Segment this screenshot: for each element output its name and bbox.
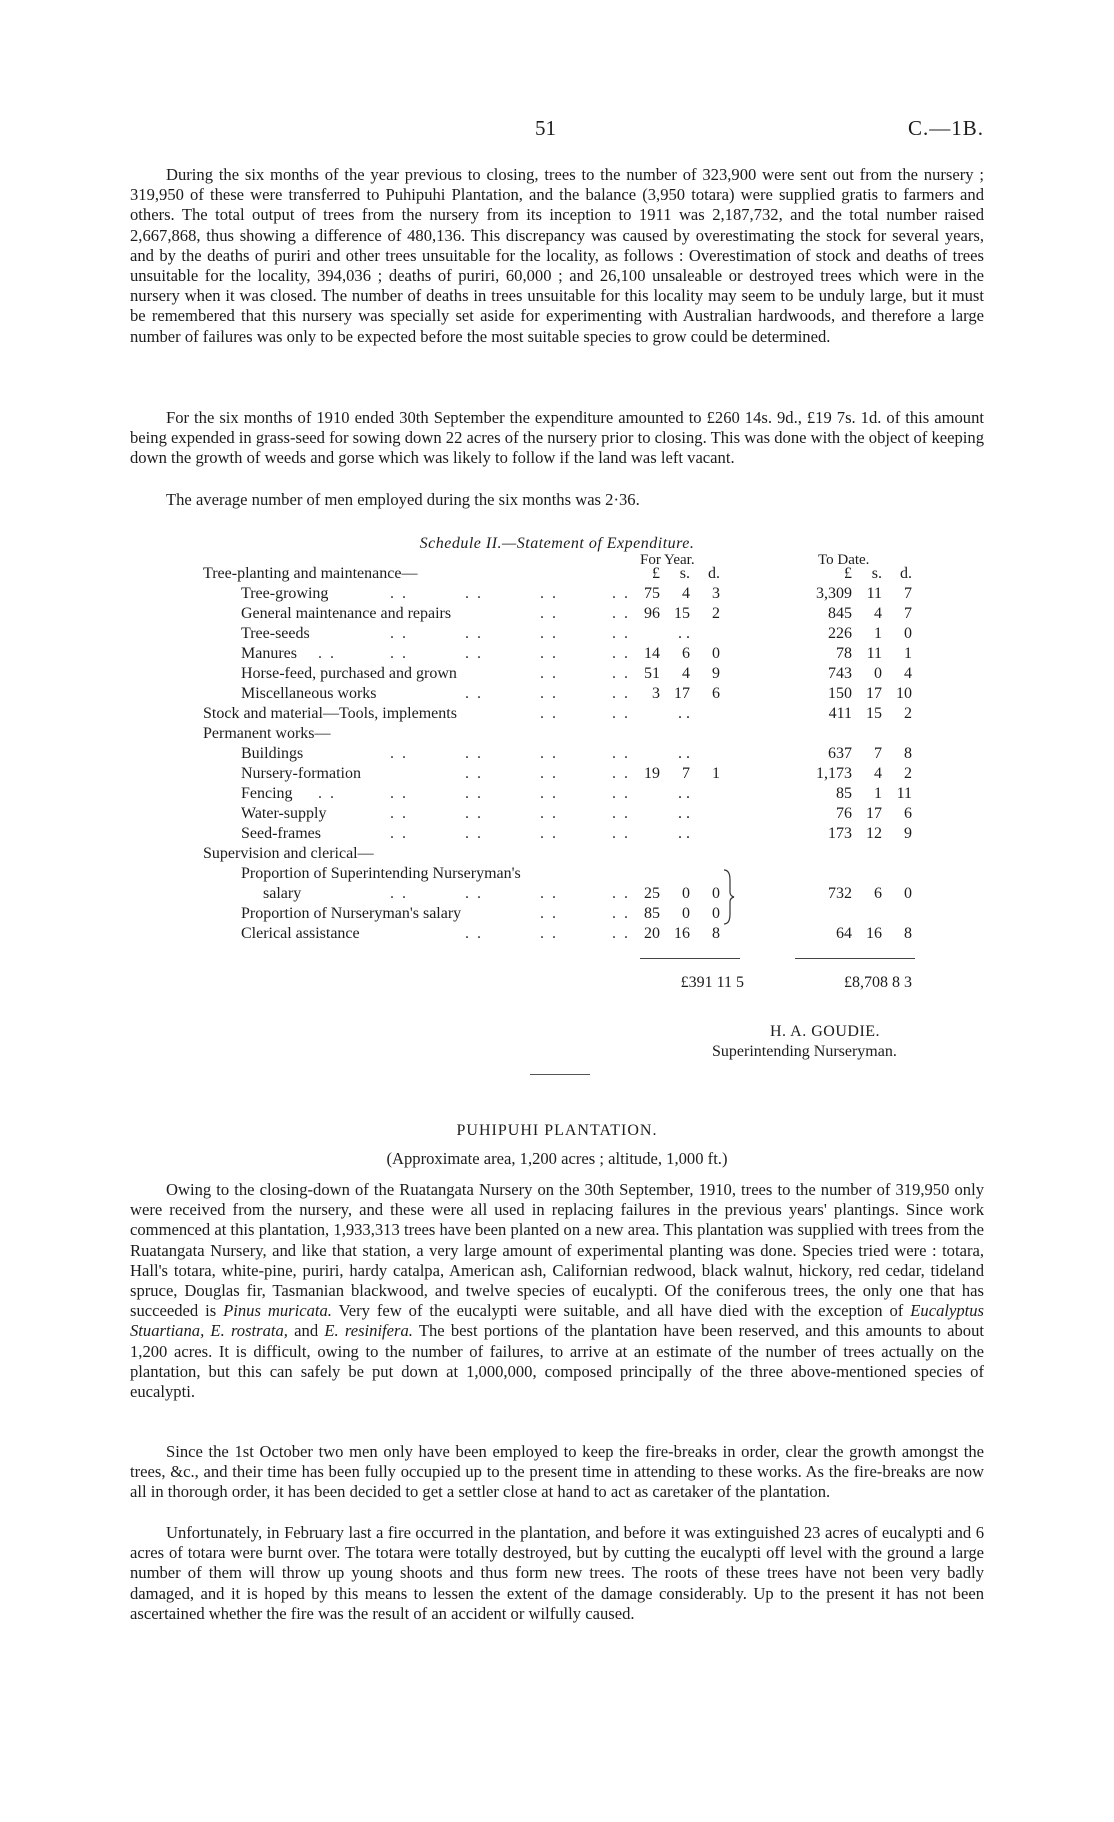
leader-dots: . .	[612, 765, 630, 782]
leader-dots: . .	[390, 785, 408, 802]
leader-dots: . .	[540, 825, 558, 842]
td-shillings: 17	[866, 685, 882, 702]
text-run: Owing to the closing-down of the Ruatangata Nursery on the 30th September, 1910, trees to the number of 319,950 only were received from the nursery, and these were all used in replacing failures in the previous years' plantings. Since work commenced at this plantation, 1,933,313 trees have been planted on a new area. This plantation was supplied with trees from the Ruatangata Nursery, and like that station, a very large amount of experimental planting was done. Species tried were : totara, Hall's totara, white-pine, puriri, hardy catalpa, American ash, Californian redwood, black walnut, hickory, red cedar, tideland spruce, Douglas fir, Tasmanian blackwood, and twelve species of eucalypti. Of the coniferous trees, the only one that has succeeded is	[130, 1180, 984, 1321]
td-pence: 7	[904, 585, 912, 602]
table-row	[0, 825, 1114, 845]
leader-dots: . .	[612, 625, 630, 642]
fy-pence: 0	[712, 905, 720, 922]
td-shillings: 17	[866, 805, 882, 822]
td-pounds: 732	[828, 885, 852, 902]
leader-dots: . .	[612, 805, 630, 822]
row-label: Fencing	[241, 785, 293, 802]
td-unit-pounds: £	[844, 565, 852, 582]
col-header-to-date: To Date.	[818, 552, 870, 568]
row-label: Buildings	[241, 745, 304, 762]
page-header	[0, 116, 1114, 146]
fy-pence: 6	[712, 685, 720, 702]
leader-dots: . .	[465, 645, 483, 662]
fy-pence: 2	[712, 605, 720, 622]
table-row	[0, 785, 1114, 805]
td-pence: 7	[904, 605, 912, 622]
leader-dots: . .	[390, 585, 408, 602]
fy-empty: . .	[678, 805, 690, 822]
table-row	[0, 905, 1114, 925]
leader-dots: . .	[465, 685, 483, 702]
table-row	[0, 645, 1114, 665]
table-row	[0, 705, 1114, 725]
fy-pounds: 19	[644, 765, 660, 782]
table-row	[0, 765, 1114, 785]
fy-pence: 9	[712, 665, 720, 682]
row-label: Nursery-formation	[241, 765, 361, 782]
table-row	[0, 685, 1114, 705]
leader-dots: . .	[540, 765, 558, 782]
td-pounds: 78	[836, 645, 852, 662]
leader-dots: . .	[390, 645, 408, 662]
fy-shillings: 4	[682, 665, 690, 682]
td-pounds: 743	[828, 665, 852, 682]
fy-empty: . .	[678, 705, 690, 722]
fy-empty: . .	[678, 745, 690, 762]
fy-pounds: 51	[644, 665, 660, 682]
fy-pounds: 25	[644, 885, 660, 902]
td-shillings: 1	[874, 785, 882, 802]
leader-dots: . .	[465, 585, 483, 602]
fy-shillings: 4	[682, 585, 690, 602]
leader-dots: . .	[390, 825, 408, 842]
leader-dots: . .	[612, 745, 630, 762]
row-label: Proportion of Nurseryman's salary	[241, 905, 462, 922]
signature-name: H. A. GOUDIE.	[770, 1023, 881, 1040]
td-pence: 8	[904, 745, 912, 762]
row-label: Tree-planting and maintenance—	[203, 565, 418, 582]
td-shillings: 11	[866, 585, 882, 602]
fy-empty: . .	[678, 825, 690, 842]
row-label: Tree-growing	[241, 585, 329, 602]
section-title: PUHIPUHI PLANTATION.	[456, 1122, 658, 1139]
leader-dots: . .	[612, 645, 630, 662]
table-row	[0, 805, 1114, 825]
leader-dots: . .	[318, 785, 336, 802]
leader-dots: . .	[465, 805, 483, 822]
table-row	[0, 665, 1114, 685]
td-shillings: 16	[866, 925, 882, 942]
row-label: Manures	[241, 645, 297, 662]
td-pence: 11	[896, 785, 912, 802]
td-shillings: 7	[874, 745, 882, 762]
leader-dots: . .	[540, 665, 558, 682]
leader-dots: . .	[540, 705, 558, 722]
row-label: salary	[263, 885, 302, 902]
fy-unit-shillings: s.	[679, 565, 690, 582]
intro-paragraph-2: For the six months of 1910 ended 30th September the expenditure amounted to £260 14s. 9d., £19 7s. 1d. of this amount being expended in grass-seed for sowing down 22 acres of the nursery prior to closing. This was done with the object of keeping down the growth of weeds and gorse which was likely to follow if the land was left vacant.	[130, 408, 984, 468]
td-shillings: 11	[866, 645, 882, 662]
td-shillings: 4	[874, 605, 882, 622]
leader-dots: . .	[540, 905, 558, 922]
fy-pounds: 75	[644, 585, 660, 602]
table-row	[0, 605, 1114, 625]
td-pounds: 411	[828, 705, 852, 722]
td-pounds: 226	[828, 625, 852, 642]
intro-paragraph-3: The average number of men employed during the six months was 2·36.	[166, 490, 640, 509]
td-unit-pence: d.	[900, 565, 912, 582]
td-pounds: 1,173	[816, 765, 852, 782]
fy-shillings: 6	[682, 645, 690, 662]
td-pence: 2	[904, 765, 912, 782]
td-shillings: 0	[874, 665, 882, 682]
leader-dots: . .	[390, 805, 408, 822]
td-pounds: 85	[836, 785, 852, 802]
td-pence: 4	[904, 665, 912, 682]
table-row	[0, 745, 1114, 765]
page-number: 51	[535, 116, 556, 140]
leader-dots: . .	[540, 645, 558, 662]
leader-dots: . .	[465, 785, 483, 802]
row-label: Stock and material—Tools, implements	[203, 705, 457, 722]
td-pence: 10	[896, 685, 912, 702]
fy-shillings: 17	[674, 685, 690, 702]
leader-dots: . .	[390, 885, 408, 902]
table-row	[0, 565, 1114, 585]
fy-shillings: 16	[674, 925, 690, 942]
leader-dots: . .	[465, 745, 483, 762]
td-pence: 9	[904, 825, 912, 842]
fy-pounds: 96	[644, 605, 660, 622]
td-pence: 8	[904, 925, 912, 942]
row-label: Miscellaneous works	[241, 685, 377, 702]
brace-bracket	[722, 868, 736, 926]
leader-dots: . .	[540, 625, 558, 642]
species-name: Eucalyptus Stuartiana, E. rostrata,	[130, 1301, 985, 1341]
fy-pounds: 20	[644, 925, 660, 942]
row-label: Tree-seeds	[241, 625, 310, 642]
td-pence: 1	[904, 645, 912, 662]
row-label: Seed-frames	[241, 825, 321, 842]
fy-pounds: 85	[644, 905, 660, 922]
leader-dots: . .	[465, 885, 483, 902]
schedule-title: Schedule II.—Statement of Expenditure.	[419, 535, 695, 552]
plantation-paragraph-2: Since the 1st October two men only have been employed to keep the fire-breaks in order, clear the growth amongst the trees, &c., and their time has been fully occupied up to the present time in attending to these works. As the fire-breaks are now all in thorough order, it has been decided to get a settler close at hand to act as caretaker of the plantation.	[130, 1442, 984, 1502]
leader-dots: . .	[612, 885, 630, 902]
td-shillings: 15	[866, 705, 882, 722]
leader-dots: . .	[612, 685, 630, 702]
species-name: E. resinifera.	[324, 1321, 413, 1341]
leader-dots: . .	[540, 585, 558, 602]
fy-pence: 0	[712, 645, 720, 662]
td-pence: 2	[904, 705, 912, 722]
td-unit-shillings: s.	[871, 565, 882, 582]
fy-unit-pounds: £	[652, 565, 660, 582]
td-pence: 0	[904, 625, 912, 642]
table-row	[0, 845, 1114, 865]
fy-shillings: 7	[682, 765, 690, 782]
leader-dots: . .	[540, 805, 558, 822]
fy-shillings: 0	[682, 905, 690, 922]
leader-dots: . .	[612, 705, 630, 722]
td-pounds: 3,309	[816, 585, 852, 602]
td-pounds: 845	[828, 605, 852, 622]
total-row	[0, 974, 1114, 994]
fy-shillings: 15	[674, 605, 690, 622]
text-run: and	[287, 1321, 325, 1341]
table-row	[0, 925, 1114, 945]
row-label: General maintenance and repairs	[241, 605, 452, 622]
td-shillings: 4	[874, 765, 882, 782]
plantation-paragraph-1	[130, 1180, 984, 1402]
leader-dots: . .	[540, 925, 558, 942]
fy-pence: 1	[712, 765, 720, 782]
leader-dots: . .	[612, 665, 630, 682]
table-row	[0, 725, 1114, 745]
fy-shillings: 0	[682, 885, 690, 902]
leader-dots: . .	[612, 905, 630, 922]
fy-pence: 0	[712, 885, 720, 902]
fy-pounds: 3	[652, 685, 660, 702]
total-rule-for-year	[640, 958, 740, 959]
td-pounds: 173	[828, 825, 852, 842]
plantation-paragraph-3: Unfortunately, in February last a fire occurred in the plantation, and before it was extinguished 23 acres of eucalypti and 6 acres of totara were burnt over. The totara were totally destroyed, but by cutting the eucalypti off level with the ground a large number of them will throw up young shoots and thus form new trees. The roots of these trees have not been very badly damaged, and it is hoped by this means to lessen the extent of the damage considerably. Up to the present it has not been ascertained whether the fire was the result of an accident or wilfully caused.	[130, 1523, 984, 1623]
td-pounds: 76	[836, 805, 852, 822]
row-label: Horse-feed, purchased and grown	[241, 665, 457, 682]
leader-dots: . .	[540, 885, 558, 902]
document-reference: C.—1B.	[907, 116, 984, 140]
text-run: The best portions of the plantation have been reserved, and this amounts to about 1,200 acres. It is difficult, owing to the number of failures, to arrive at an estimate of the number of trees actually on the plantation, but this can safely be put down at 1,000,000, composed principally of the three above-mentioned species of eucalypti.	[130, 1321, 984, 1402]
row-label: Water-supply	[241, 805, 327, 822]
td-pounds: 150	[828, 685, 852, 702]
td-shillings: 6	[874, 885, 882, 902]
leader-dots: . .	[390, 745, 408, 762]
row-label: Permanent works—	[203, 725, 331, 742]
text-run: Very few of the eucalypti were suitable, and all have died with the exception of	[331, 1301, 911, 1321]
total-rule-to-date	[795, 958, 915, 959]
leader-dots: . .	[465, 925, 483, 942]
leader-dots: . .	[540, 785, 558, 802]
fy-pence: 8	[712, 925, 720, 942]
row-label: Proportion of Superintending Nurseryman's	[241, 865, 521, 882]
leader-dots: . .	[318, 645, 336, 662]
table-row	[0, 885, 1114, 905]
leader-dots: . .	[465, 625, 483, 642]
table-row	[0, 625, 1114, 645]
total-to-date: £8,708 8 3	[844, 974, 912, 991]
leader-dots: . .	[612, 925, 630, 942]
leader-dots: . .	[465, 765, 483, 782]
intro-paragraph-1: During the six months of the year previous to closing, trees to the number of 323,900 were sent out from the nursery ; 319,950 of these were transferred to Puhipuhi Plantation, and the balance (3,950 totara) were supplied gratis to farmers and others. The total output of trees from the nursery from its inception to 1911 was 2,187,732, and the total number raised 2,667,868, thus showing a difference of 480,136. This discrepancy was caused by overestimating the stock for several years, and by the deaths of puriri and other trees unsuitable for the locality, as follows : Overestimation of stock and deaths of trees unsuitable for the locality, 394,036 ; deaths of puriri, 60,000 ; and 26,100 unsaleable or destroyed trees which were in the nursery when it was closed. The number of deaths in trees unsuitable for this locality may seem to be unduly large, but it must be remembered that this nursery was specially set aside for experimenting with Australian hardwoods, and therefore a large number of failures was only to be expected before the most suitable species to grow could be determined.	[130, 165, 984, 346]
row-label: Clerical assistance	[241, 925, 360, 942]
leader-dots: . .	[612, 585, 630, 602]
leader-dots: . .	[612, 605, 630, 622]
signature-title: Superintending Nurseryman.	[712, 1043, 897, 1060]
fy-empty: . .	[678, 785, 690, 802]
leader-dots: . .	[540, 605, 558, 622]
leader-dots: . .	[540, 685, 558, 702]
section-subtitle: (Approximate area, 1,200 acres ; altitude, 1,000 ft.)	[386, 1149, 728, 1168]
col-header-for-year: For Year.	[640, 552, 695, 568]
section-divider	[530, 1074, 590, 1075]
leader-dots: . .	[612, 825, 630, 842]
total-for-year: £391 11 5	[680, 974, 744, 991]
fy-empty: . .	[678, 625, 690, 642]
td-pence: 0	[904, 885, 912, 902]
leader-dots: . .	[390, 625, 408, 642]
fy-unit-pence: d.	[708, 565, 720, 582]
row-label: Supervision and clerical—	[203, 845, 374, 862]
leader-dots: . .	[465, 825, 483, 842]
table-row	[0, 865, 1114, 885]
leader-dots: . .	[540, 745, 558, 762]
td-pounds: 64	[836, 925, 852, 942]
td-shillings: 12	[866, 825, 882, 842]
fy-pounds: 14	[644, 645, 660, 662]
table-row	[0, 585, 1114, 605]
leader-dots: . .	[612, 785, 630, 802]
species-name: Pinus muricata.	[223, 1301, 332, 1321]
td-pounds: 637	[828, 745, 852, 762]
fy-pence: 3	[712, 585, 720, 602]
td-pence: 6	[904, 805, 912, 822]
td-shillings: 1	[874, 625, 882, 642]
